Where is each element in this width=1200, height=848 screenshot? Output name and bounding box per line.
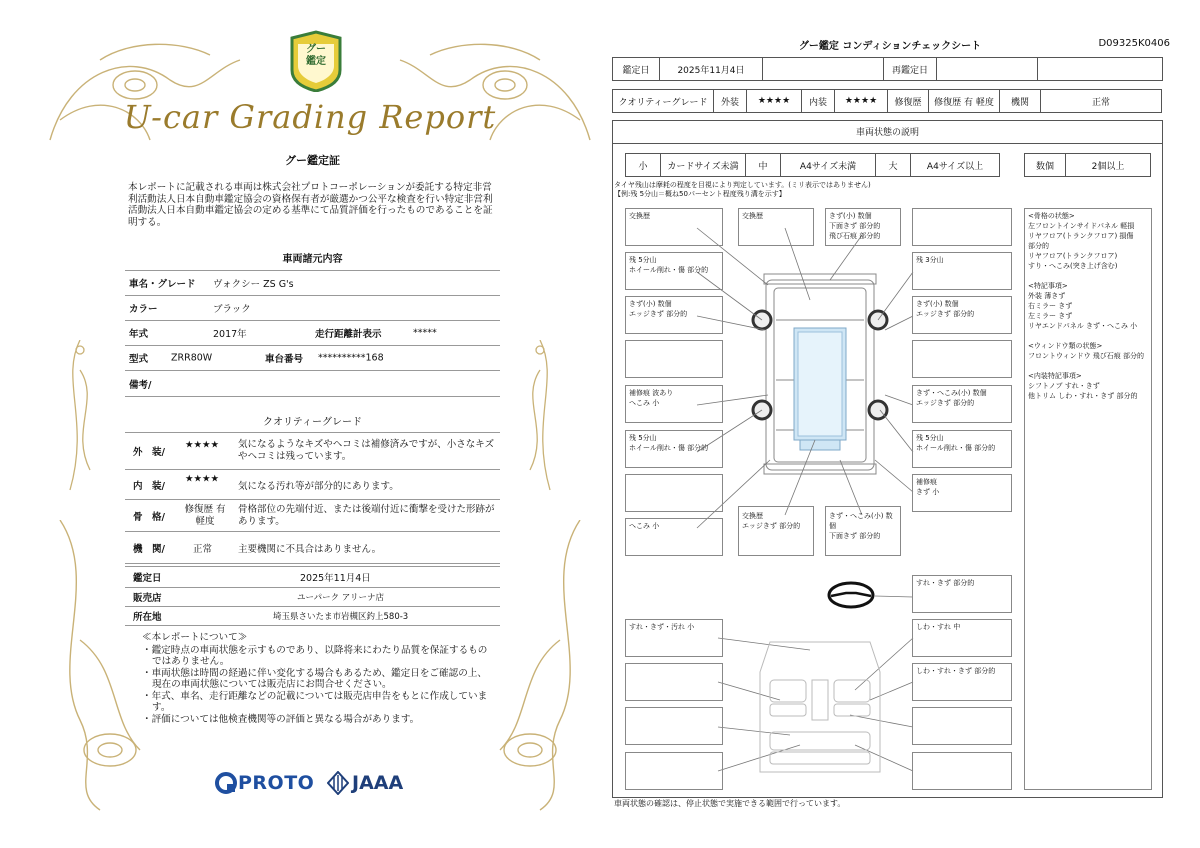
note-line (1028, 271, 1148, 281)
info-row-date (125, 566, 500, 588)
model-label: 型式 (129, 354, 149, 365)
callout-box: きず(小) 数個 エッジきず 部分的 (912, 296, 1012, 334)
note-line (1028, 361, 1148, 371)
certificate-text: 本レポートに記載される車両は株式会社プロトコーポレーションが委託する特定非営利活動法人日本自動車鑑定協会の資格保有者が厳選かつ公平な検査を行い特定非営利活動法人日本自動車鑑定協会の定める基準にて品質評価を行ったものであることを証明する。 (128, 182, 493, 228)
inspection-date-value: 2025年11月4日 (659, 57, 763, 81)
note-line: 他トリム しわ・すれ・きず 部分的 (1028, 392, 1138, 400)
spec-row-name (125, 270, 500, 296)
jaaa-logo: JAAA (352, 772, 404, 794)
info-row-address (125, 607, 500, 626)
inspection-date-label: 鑑定日 (612, 57, 660, 81)
note-line: すり・へこみ(突き上げ含む) (1028, 262, 1118, 270)
exterior-stars: ★★★★ (185, 439, 220, 451)
exterior-label: 外 装/ (133, 447, 165, 458)
exterior-label: 外装 (713, 89, 747, 113)
date-label: 鑑定日 (133, 573, 162, 584)
mileage-value: ***** (413, 327, 437, 339)
exterior-text: 気になるようなキズやヘコミは補修済みですが、小さなキズやヘコミは残っています。 (238, 439, 495, 462)
dealer-value: ユーパーク アリーナ店 (297, 593, 384, 603)
interior-label: 内装 (801, 89, 835, 113)
callout-box: しわ・すれ・きず 部分的 (912, 663, 1012, 701)
callout-box: きず(小) 数個 エッジきず 部分的 (625, 296, 723, 334)
quality-row-exterior (125, 432, 500, 470)
engine-text: 主要機関に不具合はありません。 (238, 543, 382, 555)
spec-row-year (125, 321, 500, 346)
callout-box (912, 707, 1012, 745)
note-item: ・年式、車名、走行距離などの記載については販売店申告をもとに作成しています。 (142, 690, 488, 713)
remarks-label: 備考/ (129, 379, 152, 391)
callout-box (625, 340, 723, 378)
note-item: ・鑑定時点の車両状態を示すものであり、以降将来にわたり品質を保証するものではありません。 (142, 644, 488, 667)
quality-title: クオリティーグレード (263, 417, 362, 428)
note-line: リヤフロア(トランクフロア) (1028, 252, 1118, 260)
report-notes (142, 632, 494, 725)
address-label: 所在地 (133, 612, 162, 623)
quality-row-engine (125, 532, 500, 564)
quality-row-frame (125, 500, 500, 532)
interior-text: 気になる汚れ等が部分的にあります。 (238, 480, 399, 492)
certificate-title: グー鑑定証 (285, 154, 340, 167)
specs-title: 車両諸元内容 (282, 254, 343, 265)
date-value: 2025年11月4日 (300, 573, 371, 584)
note-line: リヤエンドパネル きず・へこみ 小 (1028, 322, 1138, 330)
note-line: <特記事項> (1028, 282, 1068, 290)
callout-box: すれ・きず・汚れ 小 (625, 619, 723, 657)
proto-logo: PROTO (238, 772, 315, 794)
steering-wheel-icon (826, 580, 876, 610)
address-value: 埼玉県さいたま市岩槻区釣上580-3 (273, 612, 409, 622)
document-id: D09325K0406 (1098, 38, 1170, 49)
note-line: <ウィンドウ類の状態> (1028, 342, 1103, 350)
callout-box (625, 474, 723, 512)
condition-title: 車両状態の説明 (612, 120, 1163, 144)
proto-logo-icon (215, 772, 237, 794)
callout-box: 残 5分山 ホイール削れ・傷 部分的 (912, 430, 1012, 468)
sheet-title: グー鑑定 コンディションチェックシート (798, 41, 982, 52)
goo-kantei-badge (288, 30, 344, 92)
callout-box: しわ・すれ 中 (912, 619, 1012, 657)
note-line: 右ミラー きず (1028, 302, 1073, 310)
spec-row-color (125, 296, 500, 321)
condition-check-sheet (600, 0, 1200, 848)
callout-box: 交換歴 (625, 208, 723, 246)
jaaa-logo-icon (327, 771, 349, 795)
size-large: 大 (875, 153, 911, 177)
exterior-stars: ★★★★ (746, 89, 802, 113)
year-value: 2017年 (213, 329, 247, 340)
year-label: 年式 (129, 329, 149, 340)
frame-value: 修復歴 有 軽度 (184, 503, 226, 527)
callout-box: きず(小) 数個 下面きず 部分的 飛び石痕 部分的 (825, 208, 901, 246)
size-mid: 中 (745, 153, 781, 177)
callout-box: 交換歴 (738, 208, 814, 246)
model-value: ZRR80W (171, 352, 213, 364)
callout-box: きず・へこみ(小) 数個 エッジきず 部分的 (912, 385, 1012, 423)
callout-box: 残 5分山 ホイール削れ・傷 部分的 (625, 252, 723, 290)
interior-car-diagram (750, 632, 890, 782)
note-line (1028, 331, 1148, 341)
callout-box (625, 707, 723, 745)
size-small: 小 (625, 153, 661, 177)
color-value: ブラック (213, 304, 251, 315)
size-large-desc: A4サイズ以上 (910, 153, 1000, 177)
count-desc: 2個以上 (1065, 153, 1151, 177)
size-small-desc: カードサイズ未満 (660, 153, 746, 177)
callout-box (625, 663, 723, 701)
chassis-value: **********168 (318, 352, 384, 364)
engine-value: 正常 (1040, 89, 1162, 113)
spec-row-model (125, 346, 500, 371)
spec-row-remarks (125, 371, 500, 397)
sheet-footer: 車両状態の確認は、停止状態で実施できる範囲で行っています。 (614, 799, 846, 808)
interior-stars: ★★★★ (834, 89, 888, 113)
info-row-dealer (125, 588, 500, 607)
note-line: リヤフロア(トランクフロア) 損傷 (1028, 232, 1134, 240)
repair-history-label: 修復歴 (887, 89, 929, 113)
callout-box: きず・へこみ(小) 数個 下面きず 部分的 (825, 506, 901, 556)
note-line: <内装特記事項> (1028, 372, 1082, 380)
note-item: ・車両状態は時間の経過に伴い変化する場合もあるため、鑑定日をご確認の上、現在の車両状態については販売店にお問合せください。 (142, 667, 487, 690)
frame-label: 骨 格/ (133, 511, 165, 523)
callout-box (912, 340, 1012, 378)
callout-box: 補修痕 きず 小 (912, 474, 1012, 512)
note-line: 左ミラー きず (1028, 312, 1073, 320)
count-label: 数個 (1024, 153, 1066, 177)
engine-label: 機 関/ (133, 543, 165, 555)
quality-row-interior (125, 470, 500, 500)
note-line: <骨格の状態> (1028, 212, 1075, 220)
callout-box: 交換歴 エッジきず 部分的 (738, 506, 814, 556)
note-line: フロントウィンドウ 飛び石痕 部分的 (1028, 352, 1145, 360)
engine-label: 機関 (999, 89, 1041, 113)
callout-box: 残 3分山 (912, 252, 1012, 290)
chassis-label: 車台番号 (265, 354, 304, 365)
interior-label: 内 装/ (133, 480, 165, 492)
callout-box: 補修痕 波あり へこみ 小 (625, 385, 723, 423)
callout-box: へこみ 小 (625, 518, 723, 556)
callout-box (912, 752, 1012, 790)
name-label: 車名・グレード (129, 279, 196, 290)
note-line: 左フロントインサイドパネル 軽損 (1028, 222, 1135, 230)
badge-text: グー 鑑定 (306, 44, 326, 67)
callout-box: すれ・きず 部分的 (912, 575, 1012, 613)
note-line: 部分的 (1028, 242, 1049, 250)
dealer-label: 販売店 (133, 593, 162, 604)
tire-note: タイヤ残山は摩耗の程度を目視により判定しています。(ミリ表示ではありません) (614, 181, 871, 189)
tire-example: 【例:残 5分山＝概ね50パーセント程度残り溝を示す】 (614, 190, 786, 198)
callout-box (912, 208, 1012, 246)
footer-logos (215, 768, 415, 800)
interior-stars: ★★★★ (185, 473, 220, 485)
callout-box (625, 752, 723, 790)
note-item: ・評価については他検査機関等の評価と異なる場合があります。 (142, 713, 420, 725)
quality-grade-label: クオリティーグレード (612, 89, 714, 113)
note-line: 外装 薄きず (1028, 292, 1066, 300)
notes-title: ≪本レポートについて≫ (142, 632, 248, 643)
mileage-label: 走行距離計表示 (315, 329, 382, 340)
callout-box: 残 5分山 ホイール削れ・傷 部分的 (625, 430, 723, 468)
special-notes-panel (1024, 208, 1152, 790)
size-mid-desc: A4サイズ未満 (780, 153, 876, 177)
note-line: シフトノブ すれ・きず (1028, 382, 1100, 390)
repair-history-value: 修復歴 有 軽度 (928, 89, 1000, 113)
report-script-title: U-car Grading Report (123, 98, 497, 136)
engine-value: 正常 (193, 543, 213, 555)
name-value: ヴォクシー ZS G's (213, 279, 294, 290)
color-label: カラー (129, 304, 158, 315)
reinspection-date-label: 再鑑定日 (883, 57, 937, 81)
frame-text: 骨格部位の先端付近、または後端付近に衝撃を受けた形跡があります。 (238, 503, 495, 527)
